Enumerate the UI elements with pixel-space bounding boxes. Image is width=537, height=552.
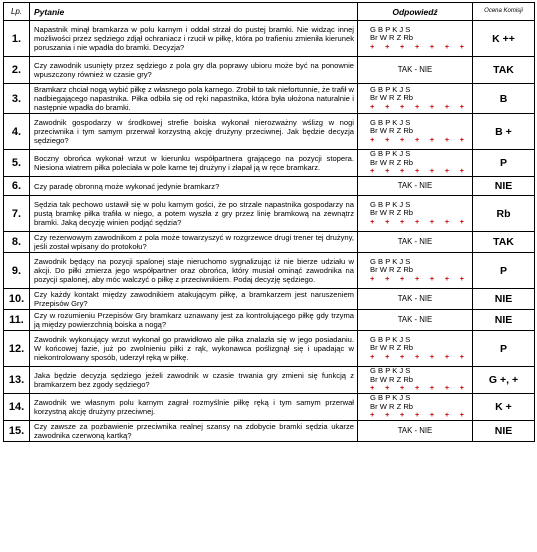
question-text: Zawodnik we własnym polu karnym zagrał rozmyślnie piłkę ręką i tym samym przerwał korzystną akcję drużyny przeciwnej.: [30, 394, 358, 421]
question-row: [4, 331, 535, 367]
tak-nie-option: TAK - NIE: [358, 177, 473, 196]
question-text: Jaka będzie decyzja sędziego jeżeli zawodnik w czasie trwania gry zmieni się funkcją z bramkarzem bez zgody sędziego?: [30, 367, 358, 394]
marks-line-2: Br W R Z Rb: [370, 126, 414, 136]
marks-line-2: Br W R Z Rb: [370, 208, 414, 218]
commission-answer: K +: [473, 394, 535, 421]
header-odpowiedz: Odpowiedź: [358, 3, 473, 21]
marks-plus-line: + + + + + + +: [370, 101, 469, 111]
marks-line-1: G B P K J S: [370, 366, 411, 376]
question-number: 1.: [4, 21, 30, 57]
question-number: 5.: [4, 150, 30, 177]
marks-line-1: G B P K J S: [370, 149, 411, 159]
tak-nie-option: TAK - NIE: [358, 421, 473, 442]
tak-nie-option: TAK - NIE: [358, 289, 473, 310]
marks-plus-line: + + + + + + +: [370, 383, 469, 393]
question-text: Bramkarz chciał nogą wybić piłkę z własnego pola karnego. Zrobił to tak niefortunnie, że trafił w nadbiegającego napastnika. Piłka odbiła się od ręki napastnika, która była ułożona naturalnie i następnie wpadła do bramki.: [30, 84, 358, 114]
question-text: Boczny obrońca wykonał wrzut w kierunku współpartnera grającego na pozycji stopera. Niesiona wiatrem piłka poleciała w pole karne tej drużyny i złapał ją w ręce bramkarz.: [30, 150, 358, 177]
question-text: Czy każdy kontakt między zawodnikiem atakującym piłkę, a bramkarzem jest naruszeniem Przepisów Gry?: [30, 289, 358, 310]
commission-answer: NIE: [473, 289, 535, 310]
commission-answer: B +: [473, 114, 535, 150]
marks-plus-line: + + + + + + +: [370, 273, 469, 283]
header-row: [4, 3, 535, 21]
question-row: [4, 196, 535, 232]
question-row: [4, 84, 535, 114]
question-text: Zawodnik wykonujący wrzut wykonał go prawidłowo ale piłka znalazła się w jego posiadaniu. W końcowej fazie, już po zwolnieniu piłki z rąk, wykonawca poślizgnął się i upadając w niekontrolowany sposób, uderzył ręką w piłkę.: [30, 331, 358, 367]
question-row: [4, 232, 535, 253]
question-number: 9.: [4, 253, 30, 289]
marks-plus-line: + + + + + + +: [370, 41, 469, 51]
question-number: 15.: [4, 421, 30, 442]
question-text: Czy w rozumieniu Przepisów Gry bramkarz uznawany jest za kontrolującego piłkę gdy trzyma ją między powierzchnią boiska a nogą?: [30, 310, 358, 331]
question-number: 2.: [4, 57, 30, 84]
marks-line-1: G B P K J S: [370, 334, 411, 344]
question-row: [4, 57, 535, 84]
commission-answer: TAK: [473, 232, 535, 253]
question-number: 7.: [4, 196, 30, 232]
question-text: Czy paradę obronną może wykonać jedynie bramkarz?: [30, 177, 358, 196]
marks-line-2: Br W R Z Rb: [370, 401, 414, 411]
marks-plus-line: + + + + + + +: [370, 351, 469, 361]
marks-line-2: Br W R Z Rb: [370, 33, 414, 43]
question-row: [4, 150, 535, 177]
question-number: 14.: [4, 394, 30, 421]
commission-answer: NIE: [473, 310, 535, 331]
tak-nie-option: TAK - NIE: [358, 232, 473, 253]
tak-nie-option: TAK - NIE: [358, 57, 473, 84]
answer-marks: [358, 114, 473, 150]
question-text: Napastnik minął bramkarza w polu karnym i oddał strzał do pustej bramki. Nie widząc innej możliwości przez sędziego zdjął ochraniacz i rzucił w piłkę, która po trafieniu zmieniła kierunek poruszania i nie wpadła do bramki. Decyzja?: [30, 21, 358, 57]
commission-answer: G +, +: [473, 367, 535, 394]
question-row: [4, 367, 535, 394]
marks-plus-line: + + + + + + +: [370, 216, 469, 226]
question-text: Czy rezerwowym zawodnikom z pola może towarzyszyć w rozgrzewce drugi trener tej drużyny, jeśli został wpisany do protokołu?: [30, 232, 358, 253]
question-number: 6.: [4, 177, 30, 196]
commission-answer: NIE: [473, 177, 535, 196]
question-number: 8.: [4, 232, 30, 253]
marks-line-1: G B P K J S: [370, 256, 411, 266]
question-row: [4, 21, 535, 57]
tak-nie-option: TAK - NIE: [358, 310, 473, 331]
answer-marks: [358, 21, 473, 57]
commission-answer: K ++: [473, 21, 535, 57]
question-text: Czy zawodnik usunięty przez sędziego z pola gry dla poprawy ubioru może być na ponownie wpuszczony również w czasie gry?: [30, 57, 358, 84]
answer-marks: [358, 84, 473, 114]
commission-answer: P: [473, 150, 535, 177]
marks-line-1: G B P K J S: [370, 199, 411, 209]
question-number: 13.: [4, 367, 30, 394]
marks-line-1: G B P K J S: [370, 117, 411, 127]
answer-marks: [358, 253, 473, 289]
answer-marks: [358, 196, 473, 232]
question-number: 12.: [4, 331, 30, 367]
marks-plus-line: + + + + + + +: [370, 134, 469, 144]
answer-marks: [358, 150, 473, 177]
question-row: [4, 421, 535, 442]
header-pytanie: Pytanie: [30, 3, 358, 21]
quiz-table: [3, 2, 535, 442]
question-number: 4.: [4, 114, 30, 150]
marks-line-2: Br W R Z Rb: [370, 93, 414, 103]
marks-line-2: Br W R Z Rb: [370, 374, 414, 384]
marks-line-1: G B P K J S: [370, 393, 411, 403]
question-row: [4, 394, 535, 421]
answer-marks: [358, 394, 473, 421]
header-lp: Lp.: [4, 3, 30, 21]
commission-answer: NIE: [473, 421, 535, 442]
marks-line-1: G B P K J S: [370, 24, 411, 34]
question-number: 10.: [4, 289, 30, 310]
commission-answer: B: [473, 84, 535, 114]
header-ocena: Ocena Komisji: [473, 3, 535, 21]
marks-plus-line: + + + + + + +: [370, 410, 469, 420]
question-row: [4, 177, 535, 196]
commission-answer: P: [473, 253, 535, 289]
question-text: Zawodnik będący na pozycji spalonej staje nieruchomo sygnalizując iż nie bierze udziału w akcji. Do piłki zmierza jego współpartner oraz obrońca, który musiał ominąć zawodnika na pozycji spalonej, aby móc walczyć o piłkę z przeciwnikiem. Podaj decyzję sędziego.: [30, 253, 358, 289]
answer-marks: [358, 367, 473, 394]
question-number: 3.: [4, 84, 30, 114]
question-text: Czy zawsze za pozbawienie przeciwnika realnej szansy na zdobycie bramki sędzia ukarze zawodnika czerwoną kartką?: [30, 421, 358, 442]
answer-marks: [358, 331, 473, 367]
commission-answer: P: [473, 331, 535, 367]
question-row: [4, 114, 535, 150]
question-number: 11.: [4, 310, 30, 331]
question-text: Zawodnik gospodarzy w środkowej strefie boiska wykonał nierozważny wślizg w nogi przeciwnika i tym samym przerwał korzystną akcję drużyny przeciwnej. Jak będzie decyzja sędziego?: [30, 114, 358, 150]
question-row: [4, 289, 535, 310]
marks-line-2: Br W R Z Rb: [370, 343, 414, 353]
marks-line-1: G B P K J S: [370, 84, 411, 94]
marks-line-2: Br W R Z Rb: [370, 265, 414, 275]
question-row: [4, 310, 535, 331]
commission-answer: TAK: [473, 57, 535, 84]
marks-line-2: Br W R Z Rb: [370, 157, 414, 167]
marks-plus-line: + + + + + + +: [370, 166, 469, 176]
question-text: Sędzia tak pechowo ustawił się w polu karnym gości, że po strzale napastnika gospodarzy na pustą bramkę piłka trafiła w niego, a potem wyszła z gry przez linię bramkową na zewnątrz bramki. Jaką decyzję winien podjąć sędzia?: [30, 196, 358, 232]
question-row: [4, 253, 535, 289]
commission-answer: Rb: [473, 196, 535, 232]
